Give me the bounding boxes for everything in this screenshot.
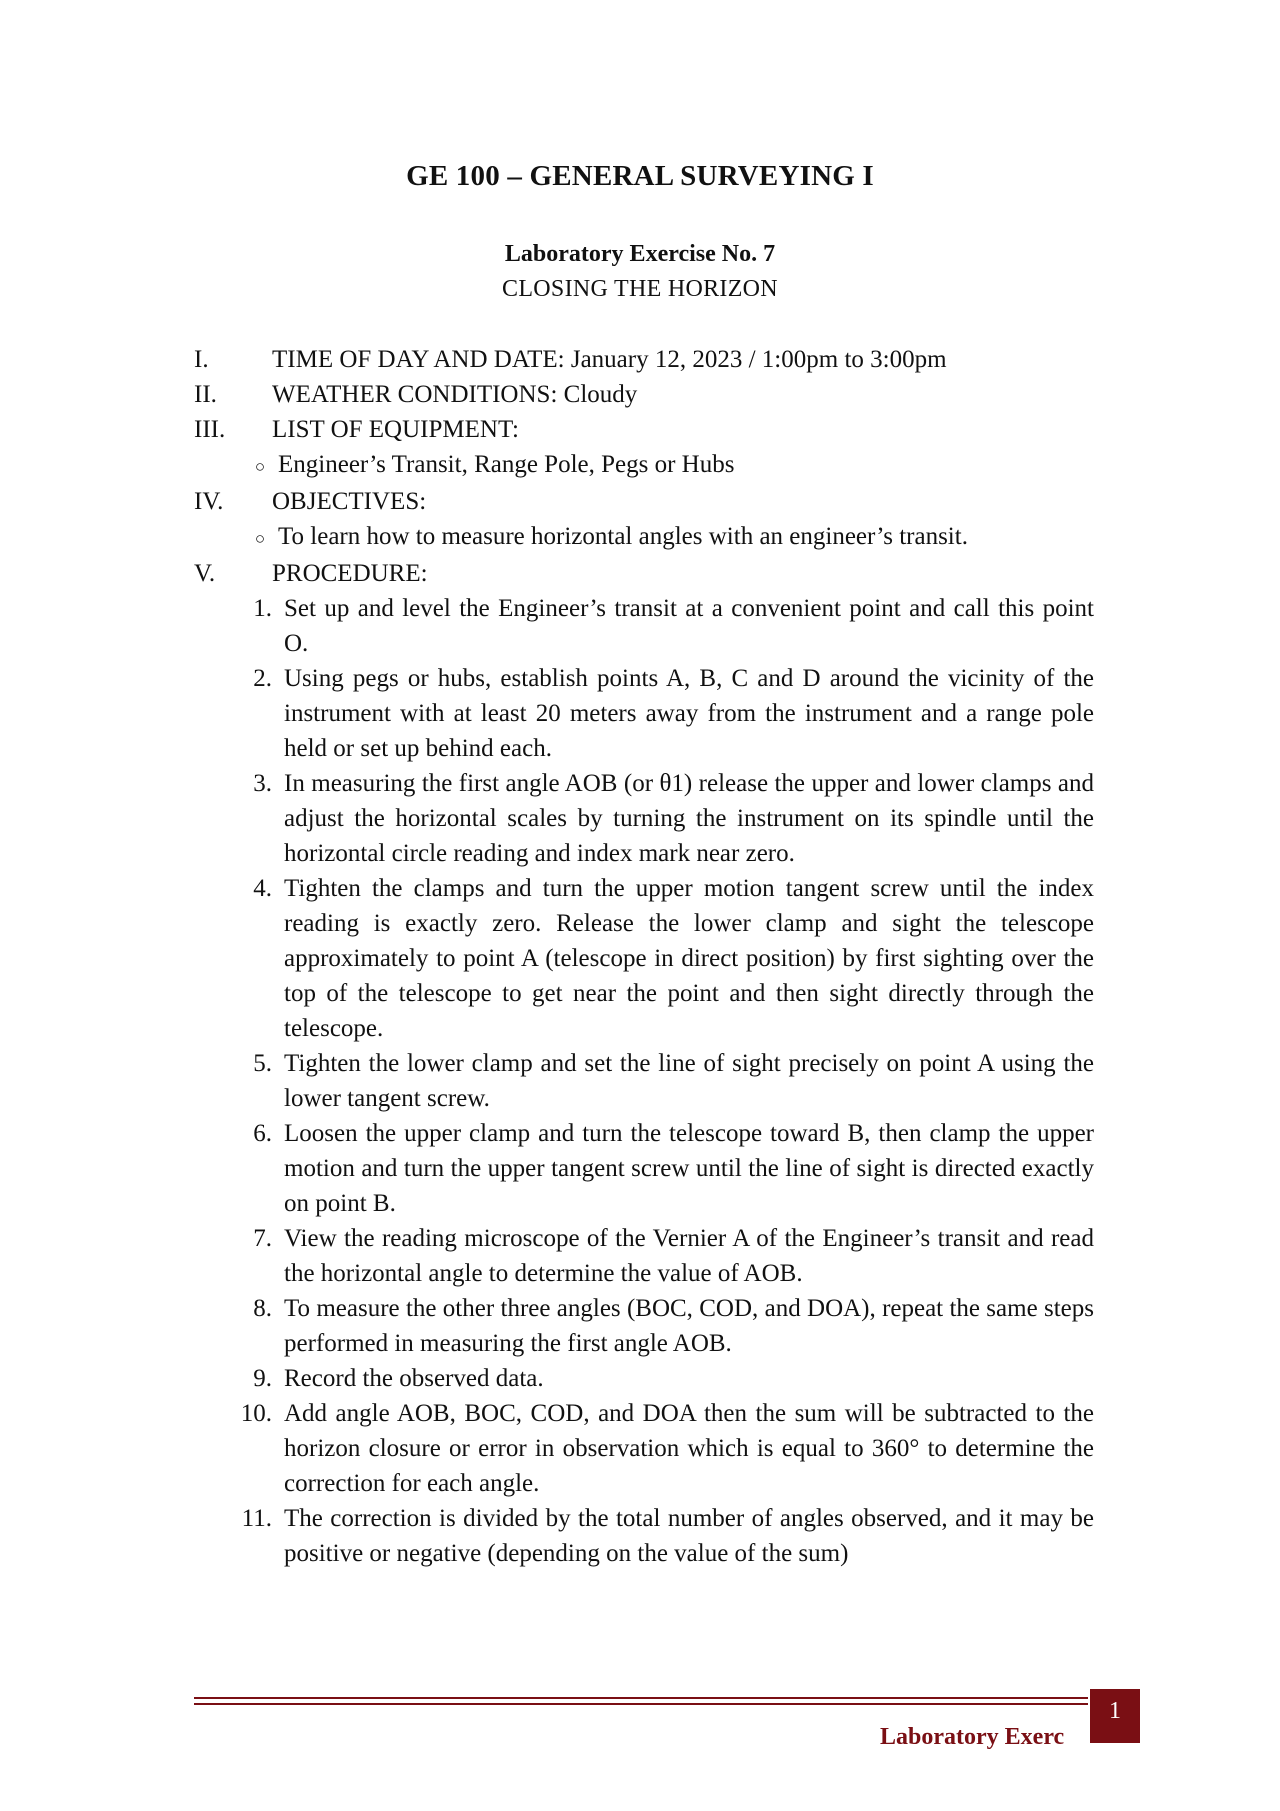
procedure-step bbox=[194, 1046, 1094, 1116]
footer-divider bbox=[194, 1697, 1088, 1705]
circle-bullet-icon: ○ bbox=[254, 529, 266, 548]
section-heading: PROCEDURE: bbox=[272, 560, 428, 587]
section-procedure bbox=[194, 556, 1094, 591]
list-item-text: To learn how to measure horizontal angles with an engineer’s transit. bbox=[278, 523, 968, 550]
step-number: 10. bbox=[240, 1400, 272, 1427]
list-item bbox=[194, 519, 1094, 556]
step-text: The correction is divided by the total number of angles observed, and it may be positive or negative (depending on the value of the sum) bbox=[284, 1505, 1094, 1567]
section-value: January 12, 2023 / 1:00pm to 3:00pm bbox=[564, 346, 947, 373]
section-numeral: IV. bbox=[194, 488, 224, 515]
step-number: 7. bbox=[253, 1225, 272, 1252]
section-heading: LIST OF EQUIPMENT: bbox=[272, 416, 519, 443]
page-number: 1 bbox=[1090, 1689, 1140, 1743]
step-number: 2. bbox=[253, 665, 272, 692]
procedure-step bbox=[194, 766, 1094, 871]
list-item bbox=[194, 447, 1094, 484]
procedure-step bbox=[194, 661, 1094, 766]
step-number: 5. bbox=[253, 1050, 272, 1077]
step-text: View the reading microscope of the Vernier A of the Engineer’s transit and read the horizontal angle to determine the value of AOB. bbox=[284, 1225, 1094, 1287]
section-numeral: II. bbox=[194, 381, 217, 408]
section-time bbox=[194, 342, 1094, 377]
procedure-step bbox=[194, 1221, 1094, 1291]
exercise-number: Laboratory Exercise No. 7 bbox=[504, 241, 776, 267]
procedure-step bbox=[194, 1396, 1094, 1501]
procedure-step bbox=[194, 1361, 1094, 1396]
procedure-step bbox=[194, 1116, 1094, 1221]
step-number: 11. bbox=[241, 1505, 272, 1532]
section-heading: OBJECTIVES: bbox=[272, 488, 427, 515]
section-objectives bbox=[194, 484, 1094, 519]
step-text: Set up and level the Engineer’s transit at a convenient point and call this point O. bbox=[284, 595, 1094, 657]
procedure-steps bbox=[194, 591, 1094, 1571]
step-text: Tighten the clamps and turn the upper motion tangent screw until the index reading is exactly zero. Release the lower clamp and sight the telescope approximately to point A (telescope in direct position) by first sighting over the top of the telescope to get near the point and then sight directly through the telescope. bbox=[284, 875, 1094, 1042]
section-weather bbox=[194, 377, 1094, 412]
exercise-title: CLOSING THE HORIZON bbox=[502, 276, 778, 302]
course-title: GE 100 – GENERAL SURVEYING I bbox=[406, 160, 874, 192]
section-value: Cloudy bbox=[557, 381, 638, 408]
step-text: Tighten the lower clamp and set the line of sight precisely on point A using the lower tangent screw. bbox=[284, 1050, 1094, 1112]
step-text: Loosen the upper clamp and turn the telescope toward B, then clamp the upper motion and turn the upper tangent screw until the line of sight is directed exactly on point B. bbox=[284, 1120, 1094, 1217]
step-number: 9. bbox=[253, 1365, 272, 1392]
section-heading: WEATHER CONDITIONS: bbox=[272, 381, 558, 408]
list-item-text: Engineer’s Transit, Range Pole, Pegs or Hubs bbox=[278, 451, 735, 478]
procedure-step bbox=[194, 1291, 1094, 1361]
step-number: 8. bbox=[253, 1295, 272, 1322]
step-number: 3. bbox=[253, 770, 272, 797]
step-text: Using pegs or hubs, establish points A, B, C and D around the vicinity of the instrument with at least 20 meters away from the instrument and a range pole held or set up behind each. bbox=[284, 665, 1094, 762]
footer-label: Laboratory Exerc bbox=[880, 1724, 1065, 1750]
section-equipment bbox=[194, 412, 1094, 447]
step-number: 4. bbox=[253, 875, 272, 902]
procedure-step bbox=[194, 1501, 1094, 1571]
procedure-step bbox=[194, 591, 1094, 661]
section-numeral: V. bbox=[194, 560, 216, 587]
step-text: In measuring the first angle AOB (or θ1) release the upper and lower clamps and adjust the horizontal scales by turning the instrument on its spindle until the horizontal circle reading and index mark near zero. bbox=[284, 770, 1094, 867]
step-text: Add angle AOB, BOC, COD, and DOA then the sum will be subtracted to the horizon closure or error in observation which is equal to 360° to determine the correction for each angle. bbox=[284, 1400, 1094, 1497]
section-numeral: III. bbox=[194, 416, 226, 443]
document-body bbox=[194, 342, 1094, 1571]
step-number: 1. bbox=[253, 595, 272, 622]
section-heading: TIME OF DAY AND DATE: bbox=[272, 346, 565, 373]
circle-bullet-icon: ○ bbox=[254, 457, 266, 476]
procedure-step bbox=[194, 871, 1094, 1046]
step-number: 6. bbox=[253, 1120, 272, 1147]
section-numeral: I. bbox=[194, 346, 209, 373]
step-text: Record the observed data. bbox=[284, 1365, 544, 1392]
step-text: To measure the other three angles (BOC, COD, and DOA), repeat the same steps performed in measuring the first angle AOB. bbox=[284, 1295, 1094, 1357]
